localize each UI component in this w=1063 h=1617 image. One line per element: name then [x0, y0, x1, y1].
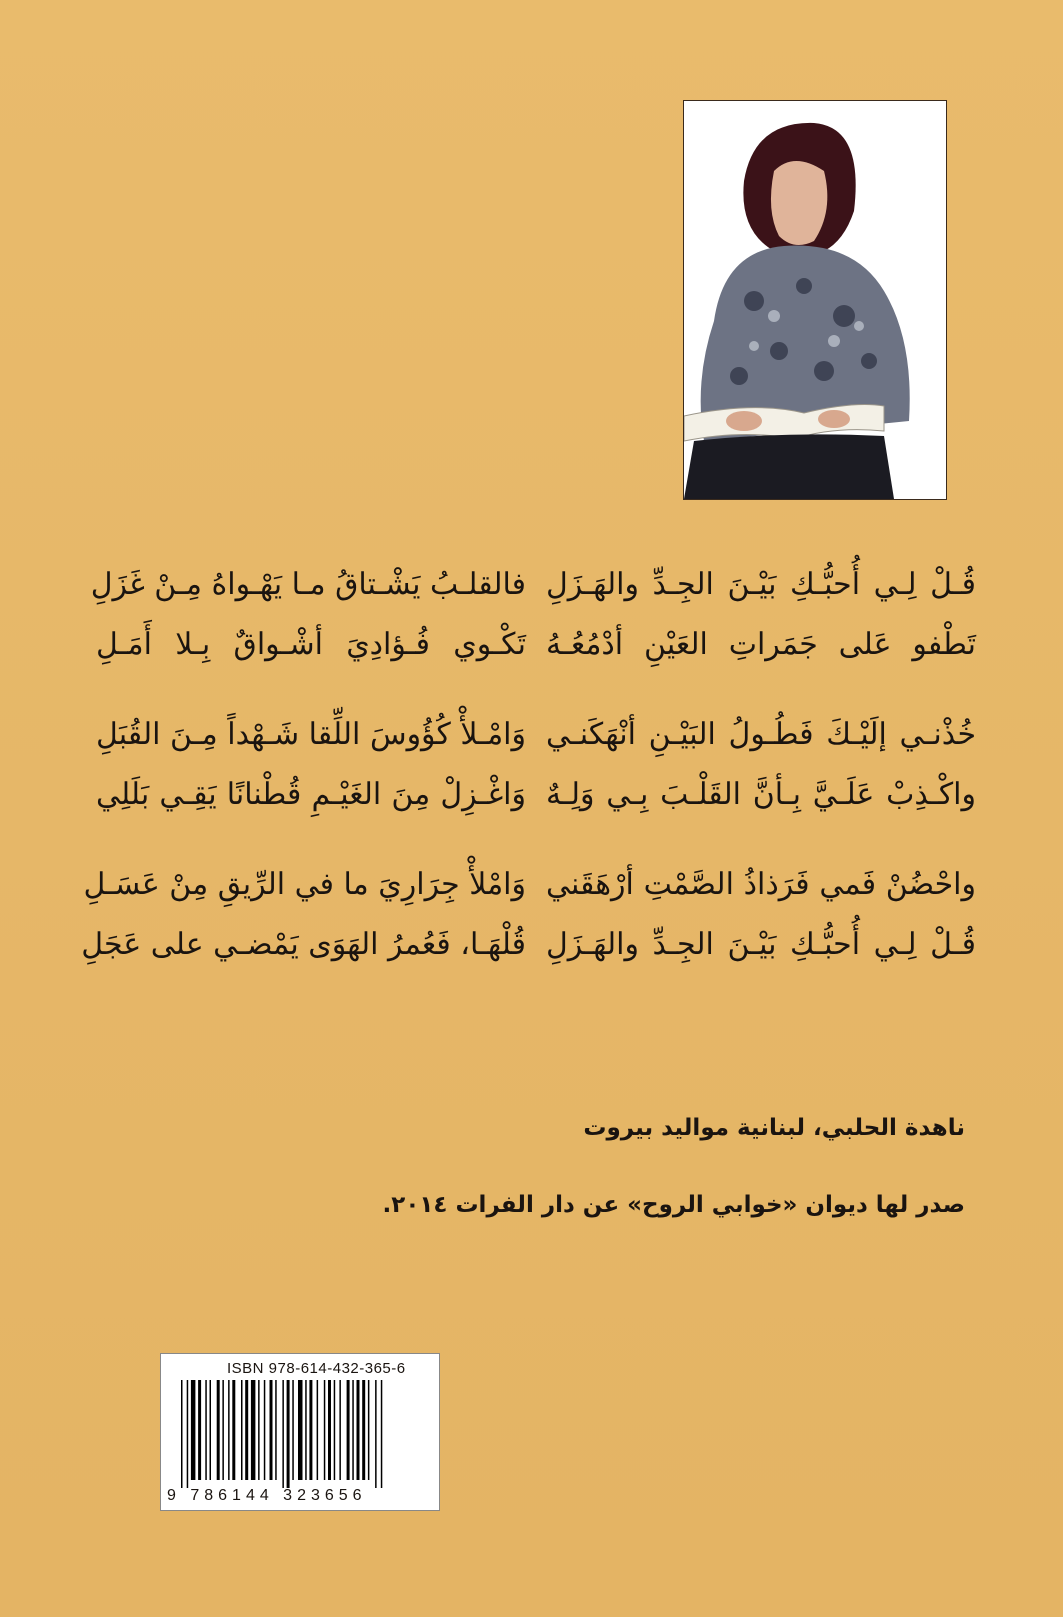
barcode-bar [292, 1380, 294, 1480]
barcode-bar [251, 1380, 256, 1480]
poem-verse: وَامْـلأْ كُؤُوسَ اللِّقا شَـهْداً مِـنَ القُبَلِ [96, 717, 526, 752]
poem-stanza [81, 855, 526, 975]
barcode-bar [339, 1380, 341, 1480]
poem-verse: قُلْهَـا، فَعُمرُ الهَوَى يَمْضـي على عَجَلِ [81, 927, 526, 962]
barcode-bar [328, 1380, 331, 1480]
barcode-bar [298, 1380, 303, 1480]
barcode-bar [187, 1380, 189, 1488]
ean-digits: 9 786144 323656 [167, 1487, 367, 1504]
barcode-bar [375, 1380, 377, 1488]
barcode-bar [181, 1380, 183, 1488]
barcode-bar [270, 1380, 273, 1480]
barcode-bar [210, 1380, 212, 1480]
barcode-bar [357, 1380, 360, 1480]
poem-verse: خُذْنـي إلَيْـكَ فَطُـولُ البَيْـنِ أنْهَكَنـي [546, 717, 976, 752]
barcode-bar [317, 1380, 319, 1480]
barcode-bar [275, 1380, 277, 1480]
poem-verse: واكْـذِبْ عَلَـيَّ بِـأنَّ القَلْـبَ بِـي وَلِـهٌ [546, 777, 976, 812]
author-bio-publication: صدر لها ديوان «خوابي الروح» عن دار الفرات ٢٠١٤. [382, 1192, 965, 1218]
barcode-bar [191, 1380, 196, 1480]
poem-left-column [81, 555, 526, 1005]
author-bio [265, 1108, 965, 1225]
barcode-bar [217, 1380, 220, 1480]
barcode-bar [352, 1380, 354, 1480]
barcode-bar [282, 1380, 284, 1488]
poem-verse: قُـلْ لِـي أُحبُّـكِ بَيْـنَ الجِـدِّ والهَـزَلِ [546, 567, 976, 602]
barcode-bar [347, 1380, 350, 1480]
barcode-bar [241, 1380, 243, 1480]
barcode-bar [381, 1380, 383, 1488]
author-bio-name: ناهدة الحلبي، لبنانية مواليد بيروت [583, 1115, 965, 1141]
isbn-barcode [160, 1353, 440, 1511]
poem-verse: وَامْلأْ جِرَارِيَ ما في الرِّيقِ مِنْ عَسَـلِ [83, 867, 526, 902]
poem-stanza [546, 855, 976, 975]
poem-block [81, 555, 976, 962]
barcode-bar [362, 1380, 365, 1480]
isbn-label: ISBN 978-614-432-365-6 [227, 1360, 406, 1377]
barcode-bar [368, 1380, 370, 1480]
barcode-bar [334, 1380, 336, 1480]
barcode-bar [287, 1380, 290, 1488]
barcode-bar [232, 1380, 235, 1480]
barcode-bar [245, 1380, 248, 1480]
barcode-bar [198, 1380, 201, 1480]
poem-stanza [90, 555, 526, 675]
poem-verse: واحْضُنْ فَمي فَرَذاذُ الصَّمْتِ أرْهَقَني [546, 867, 976, 902]
poem-verse: فالقلـبُ يَشْـتاقُ مـا يَهْـواهُ مِـنْ غَزَلِ [90, 567, 526, 602]
barcode-bar [205, 1380, 207, 1480]
poem-verse: تَطْفو عَلى جَمَراتِ العَيْنِ أدْمُعُـهُ [546, 627, 976, 662]
barcode-bars [181, 1380, 421, 1488]
barcode-bar [305, 1380, 307, 1480]
poem-verse: تَكْـوي فُـؤادِيَ أشْـواقٌ بِـلا أَمَـلِ [96, 627, 526, 662]
poem-verse: وَاغْـزِلْ مِنَ الغَيْـمِ قُطْنانًا يَقِـي بَلَلِي [96, 777, 526, 812]
poem-stanza [96, 705, 526, 825]
barcode-bar [222, 1380, 224, 1480]
author-photo [683, 100, 947, 500]
barcode-bar [258, 1380, 260, 1480]
barcode-bar [228, 1380, 230, 1480]
barcode-bar [324, 1380, 326, 1480]
barcode-bar [309, 1380, 312, 1480]
poem-stanza [546, 555, 976, 675]
poem-stanza [546, 705, 976, 825]
poem-verse: قُـلْ لِـي أُحبُّـكِ بَيْـنَ الجِـدِّ والهَـزَلِ [546, 927, 976, 962]
poem-right-column [546, 555, 976, 1005]
barcode-bar [264, 1380, 266, 1480]
